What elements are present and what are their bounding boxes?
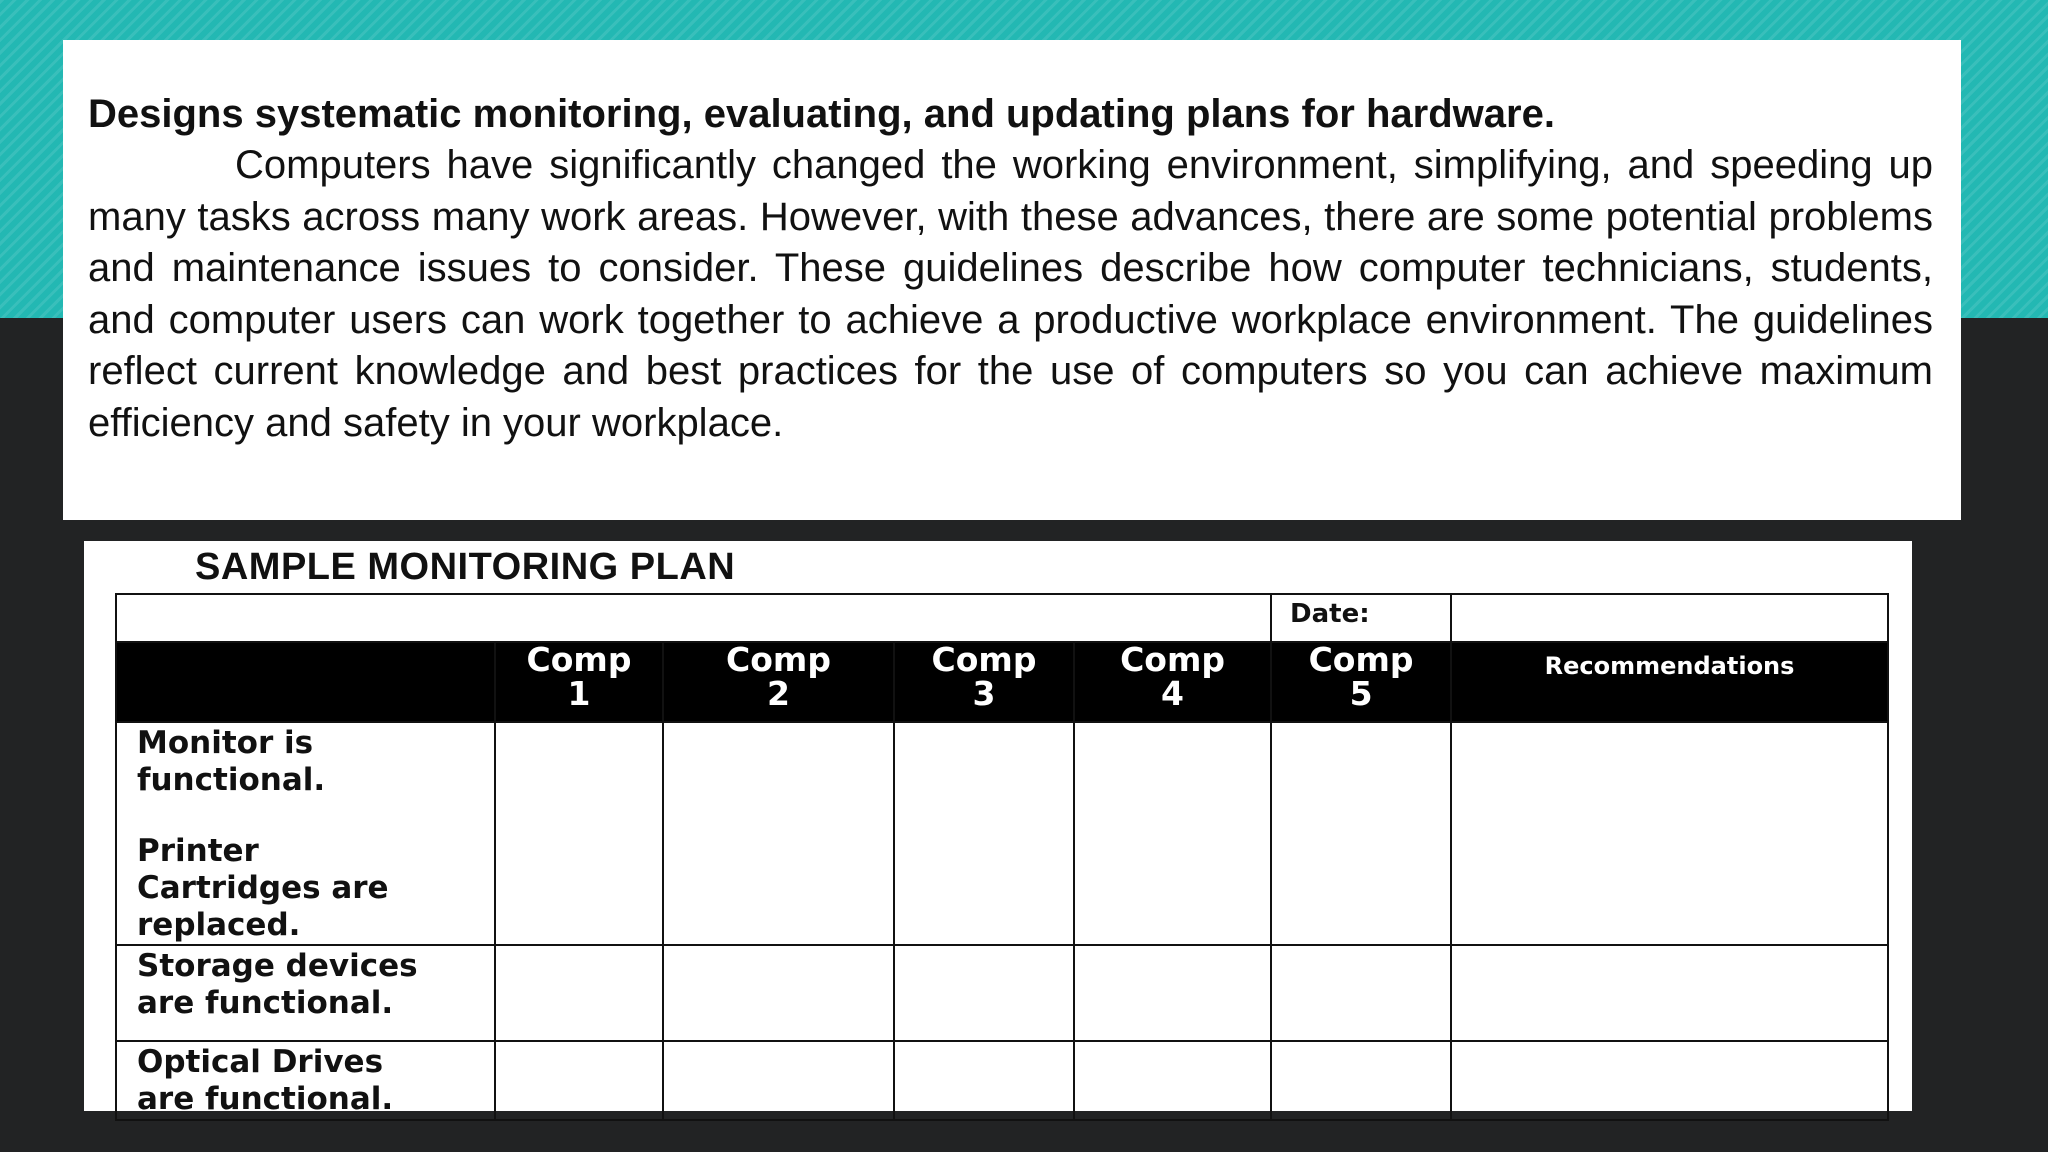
header-recommendations: Recommendations [1451,642,1888,722]
row-label-line: Cartridges are [137,870,389,906]
header-comp-1-word: Comp [526,640,632,679]
table-cell [894,1041,1074,1120]
table-cell [495,945,663,1041]
row-label-line: Storage devices [137,948,418,984]
header-comp-3-word: Comp [931,640,1037,679]
table-cell [1271,1041,1451,1120]
table-cell [663,722,894,945]
header-comp-3-number: 3 [972,674,996,713]
table-cell [495,722,663,945]
table-cell [1074,945,1271,1041]
row-label-line: replaced. [137,907,301,943]
row-label-line: Optical Drives [137,1044,384,1080]
header-comp-5-word: Comp [1308,640,1414,679]
table-cell [1074,1041,1271,1120]
header-comp-4 [1074,642,1271,722]
row-label-optical [116,1041,495,1120]
table-cell [1451,722,1888,945]
header-comp-2-number: 2 [767,674,790,713]
body-paragraph: Computers have significantly changed the working environment, simplifying, and speeding up many tasks across many work areas. However, with these advances, there are some potential problems and maintenance issues to consider. These guidelines describe how computer technicians, students, and computer users can work together to achieve a productive workplace environment. The guidelines reflect current knowledge and best practices for the use of computers so you can achieve maximum efficiency and safety in your workplace. [88,143,1933,445]
monitoring-plan-table [115,593,1889,1121]
row-label-line: are functional. [137,1081,394,1117]
table-cell [1451,945,1888,1041]
row-label-line: are functional. [137,985,394,1021]
date-row-right-blank [1451,594,1888,642]
row-label-monitor-printer [116,722,495,945]
header-comp-1-number: 1 [567,674,591,713]
page-heading: Designs systematic monitoring, evaluating, and updating plans for hardware. [88,92,1555,136]
row-label-storage [116,945,495,1041]
date-label: Date: [1290,599,1370,629]
table-cell [1271,722,1451,945]
date-row-blank [116,594,1271,642]
table-cell [894,722,1074,945]
header-comp-2 [663,642,894,722]
table-cell [663,945,894,1041]
table-row [116,722,1888,945]
header-comp-4-number: 4 [1161,674,1184,713]
plan-title: SAMPLE MONITORING PLAN [195,546,736,588]
header-row [116,642,1888,722]
date-cell [1271,594,1451,642]
monitoring-plan-card [84,541,1912,1117]
text-card [63,40,1961,520]
header-comp-5 [1271,642,1451,722]
table-cell [495,1041,663,1120]
header-comp-5-number: 5 [1349,674,1373,713]
table-cell [1271,945,1451,1041]
table-row [116,945,1888,1041]
table-cell [894,945,1074,1041]
table-cell [1074,722,1271,945]
header-comp-4-word: Comp [1120,640,1225,679]
header-comp-2-word: Comp [726,640,831,679]
row-label-line: functional. [137,762,326,798]
header-comp-1 [495,642,663,722]
header-comp-3 [894,642,1074,722]
row-label-line: Monitor is [137,725,314,761]
date-row [116,594,1888,642]
table-cell [663,1041,894,1120]
table-row [116,1041,1888,1120]
row-label-line: Printer [137,833,259,869]
header-blank [116,642,495,722]
table-cell [1451,1041,1888,1120]
